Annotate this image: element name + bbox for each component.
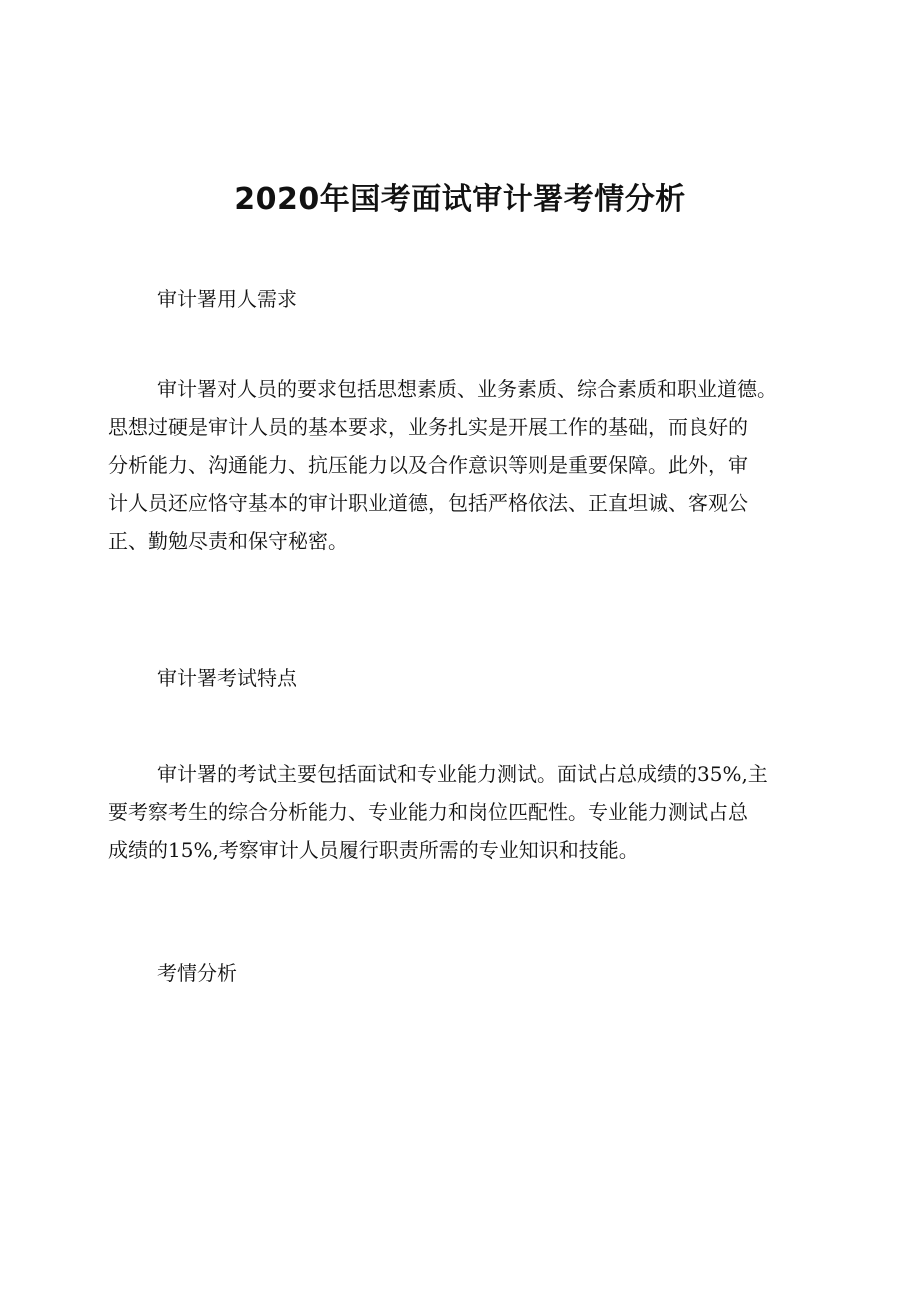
paragraph-line: 成绩的15%,考察审计人员履行职责所需的专业知识和技能。 bbox=[108, 838, 639, 862]
paragraph-demand bbox=[108, 370, 818, 560]
paragraph-line: 计人员还应恪守基本的审计职业道德，包括严格依法、正直坦诚、客观公 bbox=[108, 491, 748, 515]
paragraph-line: 分析能力、沟通能力、抗压能力以及合作意识等则是重要保障。此外，审 bbox=[108, 453, 748, 477]
paragraph-line: 正、勤勉尽责和保守秘密。 bbox=[108, 529, 348, 553]
paragraph-line: 思想过硬是审计人员的基本要求，业务扎实是开展工作的基础，而良好的 bbox=[108, 415, 748, 439]
section-heading-exam-features: 审计署考试特点 bbox=[157, 666, 297, 690]
paragraph-line: 要考察考生的综合分析能力、专业能力和岗位匹配性。专业能力测试占总 bbox=[108, 800, 748, 824]
section-heading-analysis: 考情分析 bbox=[157, 961, 237, 985]
document-title: 2020年国考面试审计署考情分析 bbox=[234, 182, 686, 217]
paragraph-exam-features bbox=[108, 755, 818, 869]
paragraph-line: 审计署对人员的要求包括思想素质、业务素质、综合素质和职业道德。 bbox=[157, 377, 777, 401]
paragraph-line: 审计署的考试主要包括面试和专业能力测试。面试占总成绩的35%,主 bbox=[157, 762, 768, 786]
section-heading-demand: 审计署用人需求 bbox=[157, 287, 297, 311]
